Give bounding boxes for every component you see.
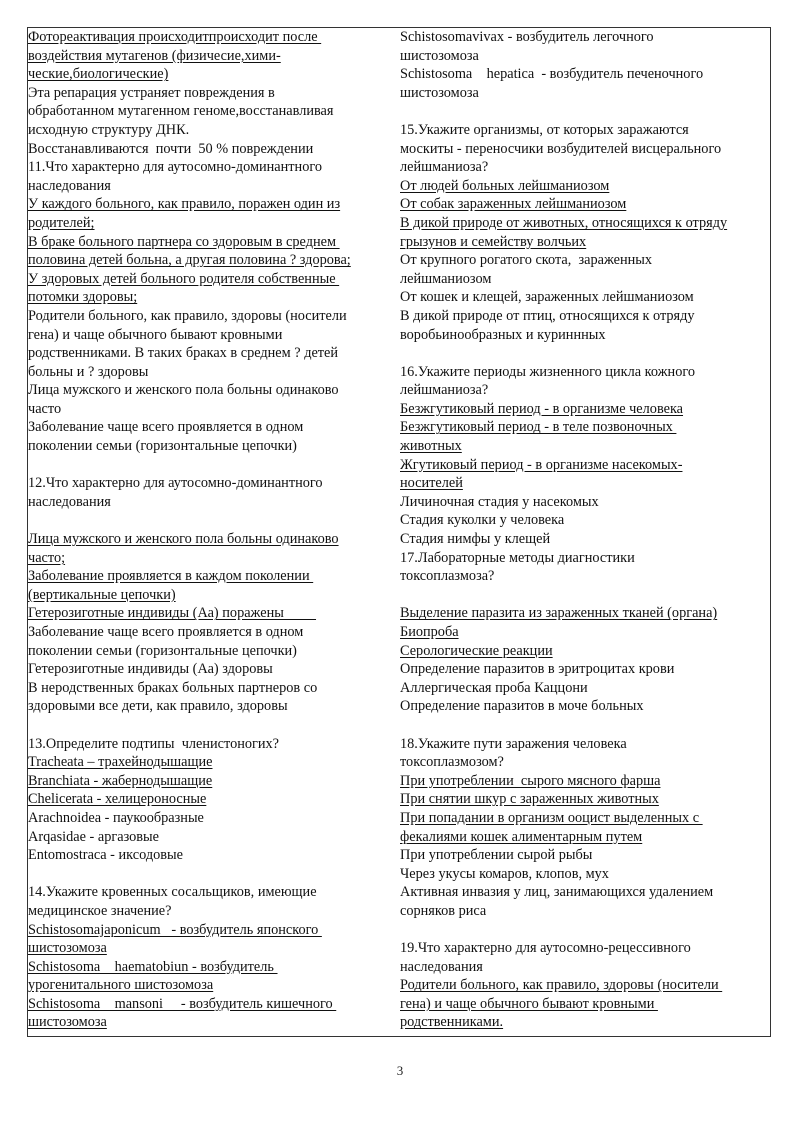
text-line: лейшманиозом (400, 270, 492, 287)
text-line: токсоплазмоза? (400, 568, 495, 585)
text-line: здоровыми все дети, как правило, здоровы (28, 698, 288, 715)
text-line: исходную структуру ДНК. (28, 121, 190, 138)
text-line: животных (400, 438, 462, 455)
text-line: Личиночная стадия у насекомых (400, 493, 599, 510)
text-line: В дикой природе от птиц, относящихся к отряду (400, 307, 695, 324)
text-line: Schistosomavivax - возбудитель легочного (400, 29, 654, 45)
text-line: Родители больного, как правило, здоровы (носители (28, 307, 347, 324)
text-line: токсоплазмозом? (400, 754, 504, 771)
text-line: От крупного рогатого скота, зараженных (400, 252, 653, 269)
text-line: Биопроба (400, 624, 459, 640)
text-line: шистозомоза (400, 84, 479, 101)
text-line: 11.Что характерно для аутосомно-доминантного (28, 159, 323, 176)
text-line: москиты - переносчики возбудителей висцерального (400, 140, 722, 157)
text-line: 14.Укажите кровенных сосальщиков, имеющие (28, 884, 317, 901)
text-line: медицинское значение? (28, 902, 172, 919)
text-line: 12.Что характерно для аутосомно-доминантного (28, 475, 323, 492)
blank-line (400, 586, 772, 605)
text-line: воробьинообразных и куриннных (400, 326, 606, 343)
text-line: Активная инвазия у лиц, занимающихся удалением (400, 884, 714, 901)
text-line: наследования (28, 177, 111, 194)
text-line: Определение паразитов в моче больных (400, 698, 644, 715)
text-line: Стадия нимфы у клещей (400, 531, 551, 548)
text-line: грызунов и семейству волчьих (400, 233, 587, 250)
text-line: Фотореактивация происходитпроисходит после (28, 29, 322, 45)
text-line: 15.Укажите организмы, от которых заражаются (400, 121, 689, 138)
text-line: Chelicerata - хелицероносные (28, 791, 207, 808)
text-line: фекалиями кошек алиментарным путем (400, 828, 643, 845)
right-text-column (400, 28, 772, 1032)
left-text-column (28, 28, 394, 1032)
text-line: 16.Укажите периоды жизненного цикла кожного (400, 363, 695, 380)
text-line: У каждого больного, как правило, поражен один из (28, 196, 341, 213)
text-line: поколении семьи (горизонтальные цепочки) (28, 438, 297, 455)
text-line: урогенитального шистозомоза (28, 977, 214, 994)
text-line: Безжгутиковый период - в организме человека (400, 400, 684, 417)
text-line: Восстанавливаются почти 50 % повреждении (28, 140, 314, 157)
text-line: Tracheata – трахейнодышащие (28, 754, 213, 771)
text-line: воздействия мутагенов (физичесие,хими- (28, 47, 281, 64)
blank-line (28, 865, 394, 884)
text-line: шистозомоза (400, 47, 479, 64)
text-line: Определение паразитов в эритроцитах крови (400, 661, 675, 678)
text-line: Эта репарация устраняет повреждения в (28, 84, 275, 101)
text-line: Аллергическая проба Каццони (400, 679, 588, 696)
text-line: У здоровых детей больного родителя собственные (28, 270, 340, 287)
text-line: Entomostraca - иксодовые (28, 847, 183, 864)
text-line: При попадании в организм ооцист выделенных с (400, 809, 703, 826)
text-line: гена) и чаще обычного бывают кровными (28, 326, 283, 343)
text-line: При снятии шкур с зараженных животных (400, 791, 659, 808)
blank-line (400, 921, 772, 940)
text-line: половина детей больна, а другая половина ? здорова; (28, 252, 351, 269)
text-line: ческие,биологические) (28, 66, 169, 83)
blank-line (400, 716, 772, 735)
text-line: шистозомоза (28, 1014, 107, 1031)
text-line: При употреблении сырой рыбы (400, 847, 593, 864)
text-line: (вертикальные цепочки) (28, 586, 176, 603)
text-line: Лица мужского и женского пола больны одинаково (28, 531, 339, 548)
text-line: Заболевание чаще всего проявляется в одном (28, 624, 304, 640)
text-line: Стадия куколки у человека (400, 512, 565, 529)
text-line: От людей больных лейшманиозом (400, 177, 610, 194)
text-line: Заболевание проявляется в каждом поколении (28, 568, 314, 585)
text-line: носителей (400, 475, 463, 492)
text-line: Schistosoma haematobiun - возбудитель (28, 958, 278, 975)
text-line: Жгутиковый период - в организме насекомых- (400, 456, 683, 473)
text-line: поколении семьи (горизонтальные цепочки) (28, 642, 297, 659)
text-line: гена) и чаще обычного бывают кровными (400, 995, 658, 1012)
text-line: Безжгутиковый период - в теле позвоночных (400, 419, 677, 436)
text-line: Гетерозиготные индивиды (Аа) здоровы (28, 661, 273, 678)
text-line: Выделение паразита из зараженных тканей (органа) (400, 605, 718, 622)
text-line: Schistosoma hepatica - возбудитель печеночного (400, 66, 704, 83)
text-line: 17.Лабораторные методы диагностики (400, 549, 635, 566)
text-line: 13.Определите подтипы членистоногих? (28, 735, 280, 752)
text-line: Arqasidae - аргазовые (28, 828, 159, 845)
text-line: В браке больного партнера со здоровым в среднем (28, 233, 340, 250)
text-line: От кошек и клещей, зараженных лейшманиозом (400, 289, 694, 306)
text-line: часто (28, 400, 62, 417)
text-line: потомки здоровы; (28, 289, 138, 306)
text-line: Schistosomajaponicum - возбудитель японского (28, 921, 322, 938)
blank-line (28, 511, 394, 530)
text-line: шистозомоза (28, 940, 107, 957)
text-line: От собак зараженных лейшманиозом (400, 196, 627, 213)
text-line: 19.Что характерно для аутосомно-рецессивного (400, 940, 691, 957)
text-line: лейшманиоза? (400, 159, 489, 176)
text-line: больны и ? здоровы (28, 363, 149, 380)
text-line: Branchiata - жабернодышащие (28, 772, 213, 789)
blank-line (400, 102, 772, 121)
text-line: Заболевание чаще всего проявляется в одном (28, 419, 304, 436)
page-number: 3 (396, 1063, 404, 1078)
text-line: родственниками. (400, 1014, 504, 1031)
text-line: 18.Укажите пути заражения человека (400, 735, 627, 752)
text-line: сорняков риса (400, 902, 487, 919)
text-line: При употреблении сырого мясного фарша (400, 772, 661, 789)
text-line: Через укусы комаров, клопов, мух (400, 865, 609, 882)
text-line: Arachnoidea - паукообразные (28, 809, 204, 826)
text-line: Лица мужского и женского пола больны одинаково (28, 382, 339, 399)
blank-line (400, 344, 772, 363)
blank-line (28, 716, 394, 735)
text-line: лейшманиоза? (400, 382, 489, 399)
text-line: наследования (28, 493, 111, 510)
text-line: Гетерозиготные индивиды (Аа) поражены (28, 605, 317, 622)
text-line: В неродственных браках больных партнеров со (28, 679, 318, 696)
text-line: Родители больного, как правило, здоровы (носители (400, 977, 723, 994)
blank-line (28, 456, 394, 475)
text-line: родителей; (28, 214, 95, 231)
text-line: часто; (28, 549, 66, 566)
text-line: обработанном мутагенном геноме,восстанавливая (28, 103, 334, 120)
text-line: наследования (400, 958, 483, 975)
text-line: родственниками. В таких браках в среднем ? детей (28, 345, 339, 362)
text-line: Schistosoma mansoni - возбудитель кишечного (28, 995, 337, 1012)
text-line: Серологические реакции (400, 642, 553, 659)
text-line: В дикой природе от животных, относящихся к отряду (400, 214, 728, 231)
